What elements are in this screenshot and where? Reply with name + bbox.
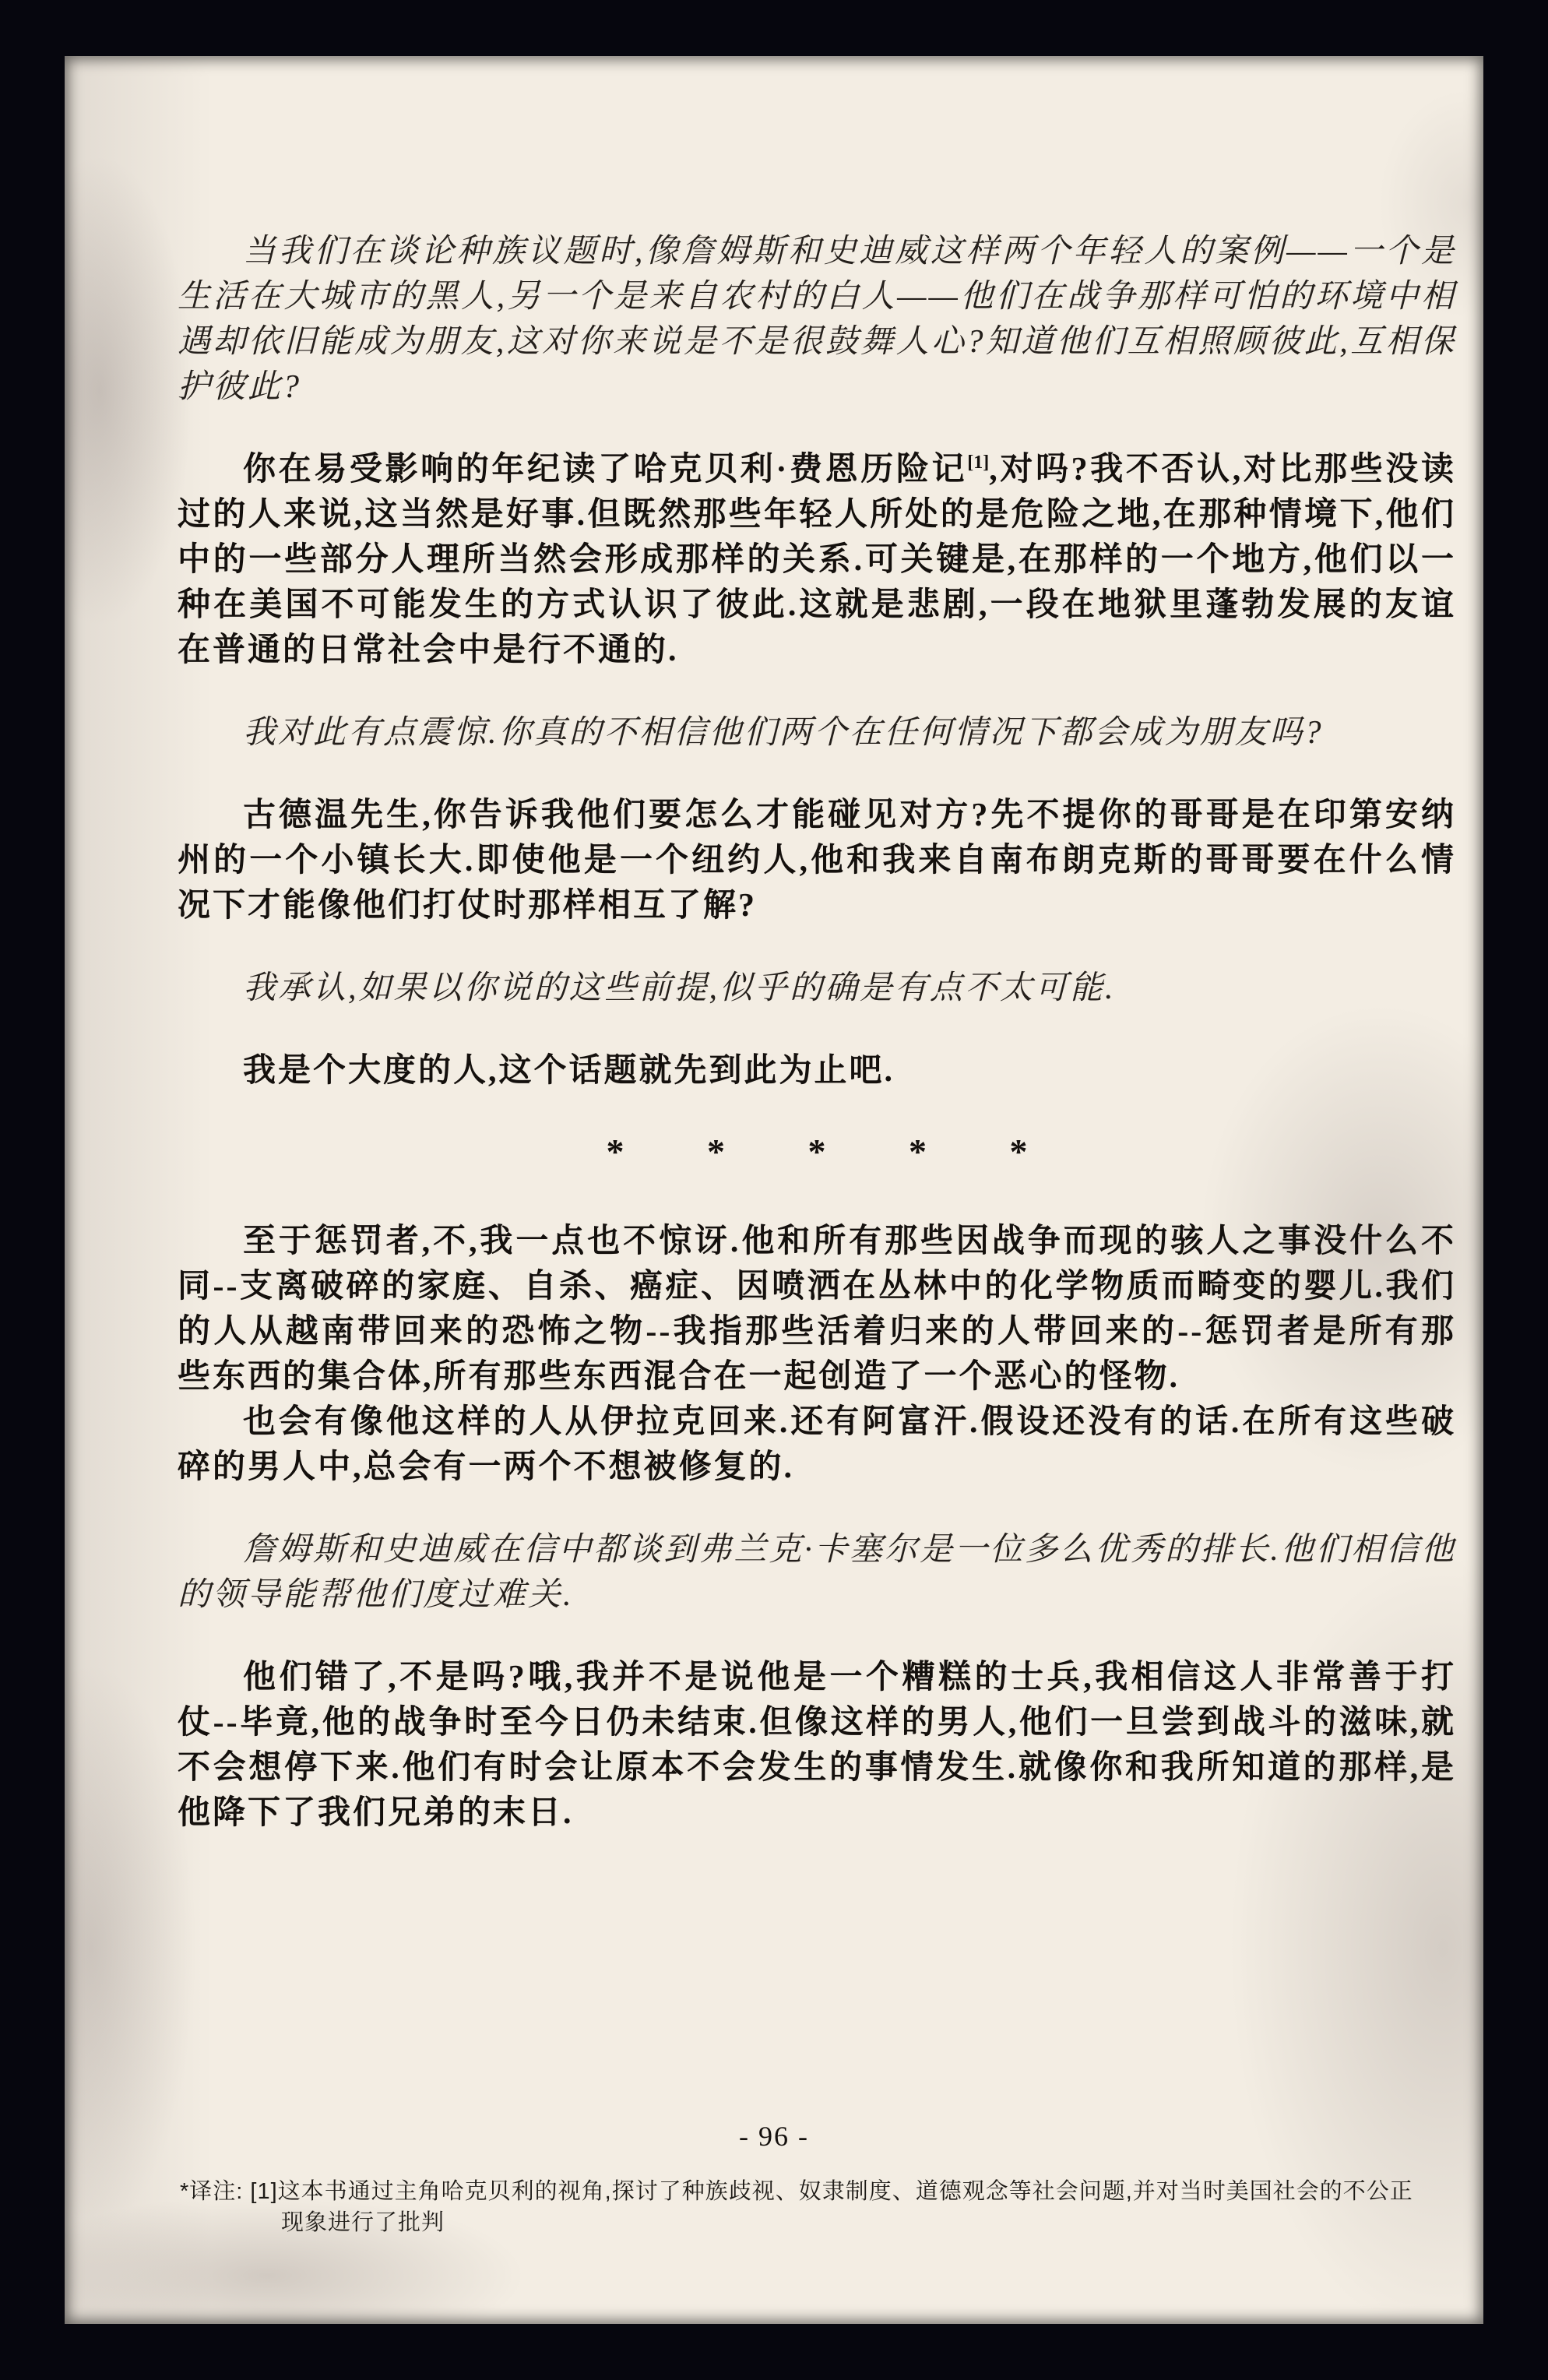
scanned-book-page — [65, 56, 1483, 2324]
page-footer — [65, 2120, 1483, 2238]
interviewee-answer-1 — [178, 447, 1456, 673]
page-number: - 96 - — [739, 2121, 809, 2152]
translator-footnote-line-1: *译注: [1]这本书通过主角哈克贝利的视角,探讨了种族歧视、奴隶制度、道德观念等社会问题,并对当时美国社会的不公正 — [180, 2179, 1413, 2204]
footnote-marker-1: [1] — [967, 452, 990, 473]
interviewer-question-1: 当我们在谈论种族议题时,像詹姆斯和史迪威这样两个年轻人的案例——一个是生活在大城市的黑人,另一个是来自农村的白人——他们在战争那样可怕的环境中相遇却依旧能成为朋友,这对你来说是不是很鼓舞人心?知道他们互相照顾彼此,互相保护彼此? — [178, 234, 1456, 405]
answer-1-text-before-note: 你在易受影响的年纪读了哈克贝利·费恩历险记 — [243, 452, 968, 488]
interviewee-answer-4-part-2: 也会有像他这样的人从伊拉克回来.还有阿富汗.假设还没有的话.在所有这些破碎的男人中,总会有一两个不想被修复的. — [178, 1404, 1456, 1485]
page-text-block — [178, 229, 1456, 1873]
section-divider-stars: * * * * * — [606, 1132, 1028, 1171]
answer-1-text-after-note: ,对吗?我不否认,对比那些没读过的人来说,这当然是好事.但既然那些年轻人所处的是危险之地,在那种情境下,他们中的一些部分人理所当然会形成那样的关系.可关键是,在那样的一个地方,他们以一种在美国不可能发生的方式认识了彼此.这就是悲剧,一段在地狱里蓬勃发展的友谊在普通的日常社会中是行不通的. — [178, 452, 1456, 668]
translator-footnote-line-2: 现象进行了批判 — [281, 2210, 445, 2235]
interviewer-question-3: 我承认,如果以你说的这些前提,似乎的确是有点不太可能. — [243, 970, 1116, 1006]
interviewee-answer-3: 我是个大度的人,这个话题就先到此为止吧. — [243, 1053, 895, 1089]
interviewee-answer-4-part-1: 至于惩罚者,不,我一点也不惊讶.他和所有那些因战争而现的骇人之事没什么不同--支离破碎的家庭、自杀、癌症、因喷洒在丛林中的化学物质而畸变的婴儿.我们的人从越南带回来的恐怖之物--我指那些活着归来的人带回来的--惩罚者是所有那些东西的集合体,所有那些东西混合在一起创造了一个恶心的怪物. — [178, 1223, 1456, 1395]
translator-footnote — [180, 2176, 1437, 2238]
interviewee-answer-2: 古德温先生,你告诉我他们要怎么才能碰见对方?先不提你的哥哥是在印第安纳州的一个小镇长大.即使他是一个纽约人,他和我来自南布朗克斯的哥哥要在什么情况下才能像他们打仗时那样相互了解? — [178, 797, 1456, 924]
interviewer-question-4: 詹姆斯和史迪威在信中都谈到弗兰克·卡塞尔是一位多么优秀的排长.他们相信他的领导能帮他们度过难关. — [178, 1532, 1456, 1613]
interviewee-answer-5: 他们错了,不是吗?哦,我并不是说他是一个糟糕的士兵,我相信这人非常善于打仗--毕竟,他的战争时至今日仍未结束.但像这样的男人,他们一旦尝到战斗的滋味,就不会想停下来.他们有时会让原本不会发生的事情发生.就像你和我所知道的那样,是他降下了我们兄弟的末日. — [178, 1660, 1456, 1831]
interviewer-question-2: 我对此有点震惊.你真的不相信他们两个在任何情况下都会成为朋友吗? — [243, 715, 1324, 751]
